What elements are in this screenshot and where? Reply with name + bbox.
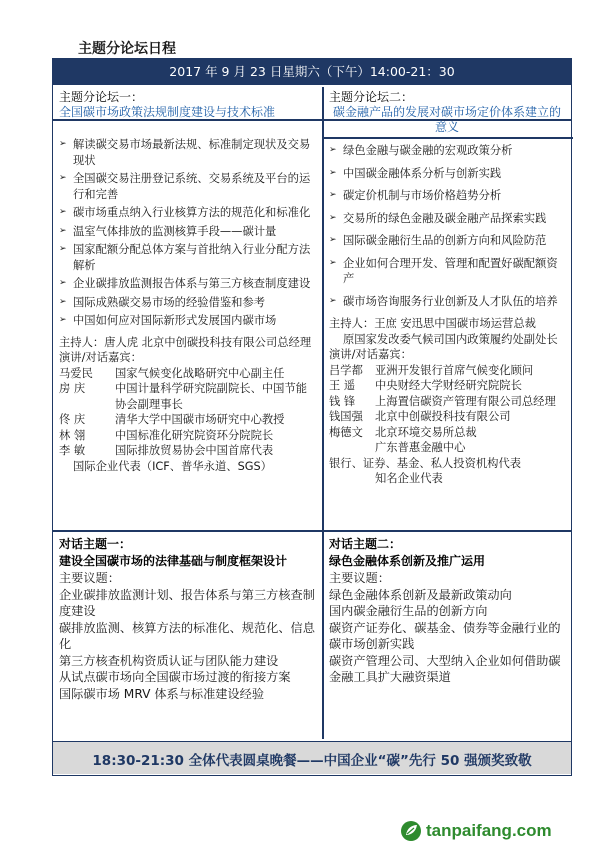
forum-two-header xyxy=(329,90,565,135)
forum-two-heading: 主题分论坛二： xyxy=(329,90,414,104)
dialogue-divider xyxy=(53,530,571,532)
guest-name: 房 庆 xyxy=(59,382,86,395)
guest-row xyxy=(59,412,317,428)
forum-one-subtitle: 全国碳市场政策法规制度建设与技术标准 xyxy=(59,105,276,119)
dinner-banner-text: 18:30-21:30 全体代表圆桌晚餐——中国企业“碳”先行 50 强颁奖致敬 xyxy=(92,753,532,769)
forum-one-guests-extra: 国际企业代表（ICF、普华永道、SGS） xyxy=(73,459,272,473)
forum-one-guests-label: 演讲/对话嘉宾： xyxy=(59,351,142,364)
watermark-logo xyxy=(400,820,552,842)
guest-name: 佟 庆 xyxy=(59,413,86,426)
forum-two-guests-extra-2: 银行、证券、基金、私人投资机构代表 xyxy=(329,456,522,470)
date-bar: 2017 年 9 月 23 日星期六（下午）14:00-21：30 xyxy=(53,59,571,85)
dialogue-one-subtitle: 建设全国碳市场的法律基础与制度框架设计 xyxy=(59,554,288,568)
guest-title: 清华大学中国碳市场研究中心教授 xyxy=(115,413,285,426)
guest-row xyxy=(329,425,565,441)
watermark-text: tanpaifang.com xyxy=(426,821,552,840)
forum-one-header xyxy=(59,90,317,120)
dinner-banner xyxy=(53,741,571,774)
forum-one-heading: 主题分论坛一： xyxy=(59,90,144,104)
list-item: ➢ 国际成熟碳交易市场的经验借鉴和参考 xyxy=(59,295,317,311)
dialogue-two-issues-label: 主要议题： xyxy=(329,571,390,585)
guest-title: 国家气候变化战略研究中心副主任 xyxy=(115,366,285,380)
list-item: 从试点碳市场向全国碳市场过渡的衔接方案 xyxy=(59,670,291,684)
dialogue-one-issues-label: 主要议题： xyxy=(59,571,120,585)
guest-row xyxy=(329,409,565,425)
guest-title: 北京环境交易所总裁 xyxy=(375,425,477,439)
dialogue-two-title: 对话主题二： xyxy=(329,537,402,551)
guest-title: 中国计量科学研究院副院长、中国节能协会副理事长 xyxy=(115,382,308,411)
list-item: 绿色金融体系创新及最新政策动向 xyxy=(329,587,512,602)
dialogue-two-subtitle: 绿色金融体系创新及推广运用 xyxy=(329,554,486,568)
list-item: ➢ 全国碳交易注册登记系统、交易系统及平台的运行和完善 xyxy=(59,171,317,202)
guest-name: 李 敏 xyxy=(59,444,86,457)
guest-row xyxy=(59,381,317,412)
guest-title: 中国标准化研究院资环分院院长 xyxy=(115,428,274,442)
forum-two-subtitle: 碳金融产品的发展对碳市场定价体系建立的意义 xyxy=(332,105,561,134)
schedule-table xyxy=(52,58,572,776)
guest-title: 亚洲开发银行首席气候变化顾问 xyxy=(375,363,534,377)
list-item: 碳资产管理公司、大型纳入企业如何借助碳金融工具扩大融资渠道 xyxy=(329,653,561,684)
list-item: ➢ 温室气体排放的监测核算手段——碳计量 xyxy=(59,224,317,240)
forum-one-host: 主持人：唐人虎 北京中创碳投科技有限公司总经理 xyxy=(59,335,312,349)
forum-two-body xyxy=(329,143,565,487)
guest-row xyxy=(329,378,565,394)
dialogue-one-title: 对话主题一： xyxy=(59,537,132,551)
list-item: 第三方核查机构资质认证与团队能力建设 xyxy=(59,653,279,668)
list-item: 碳排放监测、核算方法的标准化、规范化、信息化 xyxy=(59,620,315,651)
list-item: ➢ 碳市场重点纳入行业核算方法的规范化和标准化 xyxy=(59,205,317,221)
guest-name: 钱 锋 xyxy=(329,394,356,408)
list-item: ➢ 企业碳排放监测报告体系与第三方核查制度建设 xyxy=(59,276,317,292)
guest-name: 梅德文 xyxy=(329,425,363,439)
list-item: ➢ 解读碳交易市场最新法规、标准制定现状及交易现状 xyxy=(59,137,317,168)
guest-row xyxy=(59,428,317,444)
forum-two-guests-extra-3: 知名企业代表 xyxy=(375,472,443,485)
list-item: ➢ 企业如何合理开发、管理和配置好碳配额资产 xyxy=(329,256,565,287)
list-item: ➢ 中国如何应对国际新形式发展国内碳市场 xyxy=(59,313,317,329)
list-item: ➢ 国际碳金融衍生品的创新方向和风险防范 xyxy=(329,233,565,249)
guest-name: 王 遥 xyxy=(329,379,356,392)
guest-title: 国际排放贸易协会中国首席代表 xyxy=(115,444,274,457)
guest-title: 北京中创碳投科技有限公司 xyxy=(375,410,511,423)
list-item: ➢ 绿色金融与碳金融的宏观政策分析 xyxy=(329,143,565,159)
list-item: ➢ 中国碳金融体系分析与创新实践 xyxy=(329,166,565,182)
guest-name: 林 翎 xyxy=(59,428,86,442)
list-item: 国际碳市场 MRV 体系与标准建设经验 xyxy=(59,686,265,701)
guest-name: 钱国强 xyxy=(329,410,363,423)
guest-title: 中央财经大学财经研究院院长 xyxy=(375,379,522,392)
forum-two-guests-extra-1: 广东普惠金融中心 xyxy=(375,441,466,454)
guest-title: 上海置信碳资产管理有限公司总经理 xyxy=(375,394,556,408)
forum-one-body xyxy=(59,137,317,474)
guest-name: 马爱民 xyxy=(59,366,93,380)
list-item: 碳资产证券化、碳基金、债券等金融行业的碳市场创新实践 xyxy=(329,620,561,651)
forum-header-divider-right xyxy=(323,137,573,139)
guest-row xyxy=(329,394,565,410)
page-title: 主题分论坛日程 xyxy=(78,41,176,57)
dialogue-one xyxy=(59,536,317,702)
forum-two-host: 主持人：王庶 安迅思中国碳市场运营总裁 xyxy=(329,317,536,330)
forum-two-host-title: 原国家发改委气候司国内政策履约处副处长 xyxy=(343,332,558,346)
forum-two-guests-label: 演讲/对话嘉宾： xyxy=(329,348,412,361)
list-item: 国内碳金融衍生品的创新方向 xyxy=(329,604,488,618)
forum-one-topics xyxy=(59,137,317,329)
guest-row xyxy=(329,363,565,379)
guest-row xyxy=(59,443,317,459)
list-item: ➢ 碳市场咨询服务行业创新及人才队伍的培养 xyxy=(329,294,565,310)
leaf-icon xyxy=(400,820,422,842)
list-item: 企业碳排放监测计划、报告体系与第三方核查制度建设 xyxy=(59,587,315,618)
column-divider xyxy=(322,87,324,739)
list-item: ➢ 国家配额分配总体方案与首批纳入行业分配方法解析 xyxy=(59,242,317,273)
guest-name: 吕学都 xyxy=(329,363,363,377)
list-item: ➢ 交易所的绿色金融及碳金融产品探索实践 xyxy=(329,211,565,227)
forum-two-topics xyxy=(329,143,565,309)
list-item: ➢ 碳定价机制与市场价格趋势分析 xyxy=(329,188,565,204)
dialogue-two xyxy=(329,536,565,686)
guest-row xyxy=(59,366,317,382)
